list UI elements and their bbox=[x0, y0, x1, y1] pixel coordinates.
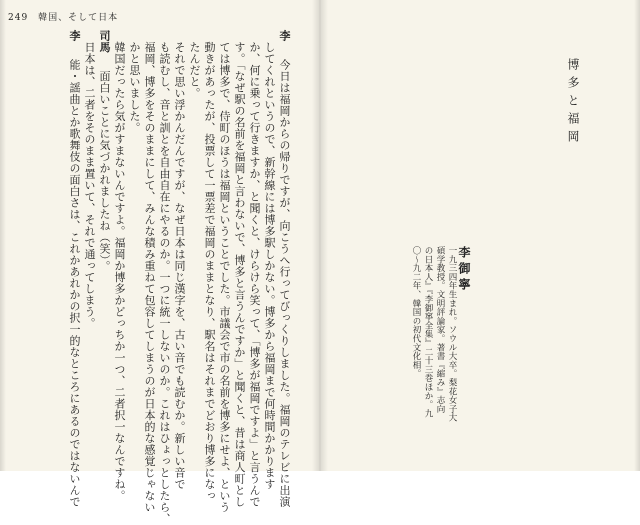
note-line: 碩学教授。文明評論家。著書『縮み』志向 bbox=[435, 246, 445, 414]
body-line bbox=[157, 30, 172, 525]
body-text: 面白いことに気づかれましたね（笑）。 bbox=[98, 70, 111, 272]
body-text: か、何に乗って行きますか、と聞くと、けらけら笑って、「博多が福岡ですよ」と言うんで bbox=[248, 41, 261, 508]
running-title: 韓国、そして日本 bbox=[38, 13, 119, 23]
page-edge-shadow bbox=[634, 0, 640, 471]
speaker-label: 李 bbox=[278, 30, 291, 42]
right-page bbox=[318, 0, 640, 471]
body-line bbox=[187, 30, 202, 458]
note-line: 〇～九二年、韓国の初代文化相。 bbox=[411, 246, 421, 378]
speaker-label: 司馬 bbox=[98, 30, 111, 53]
book-gutter bbox=[312, 0, 328, 471]
body-text: す。「なぜ駅の名前を福岡と言わないで、博多と言うんですか」と聞くと、昔は商人町とし bbox=[233, 41, 246, 508]
body-text: それで思い浮かんだんですが、なぜ日本は同じ漢字を、古い音でも読むか。新しい音で bbox=[173, 41, 186, 490]
note-line: 一九三四年生まれ。ソウル大卒。梨花女子大 bbox=[447, 246, 457, 422]
body-text: 韓国だったら気がすまないんですよ。福岡か博多かどっちか一つ、二者択一なんですね。 bbox=[113, 41, 126, 502]
body-line bbox=[67, 30, 82, 508]
body-line bbox=[217, 30, 232, 513]
body-line bbox=[247, 30, 262, 508]
body-line bbox=[277, 30, 292, 508]
page-edge-shadow bbox=[0, 0, 6, 471]
body-text: 動きがあったが、投票して一票差で福岡のままとなり、駅名はそれまでどおり博多になっ bbox=[203, 41, 216, 502]
body-text: 福岡、博多をそのままにして、みんな積み重ねて包容してしまうのが日本的な感覚じゃない bbox=[143, 41, 156, 513]
body-line bbox=[127, 30, 142, 458]
body-line bbox=[112, 30, 127, 502]
body-line bbox=[202, 30, 217, 502]
body-line bbox=[172, 30, 187, 490]
body-text: も読むし、音と訓とを自由自在にやるのか。一つに統一しないのか。これはひょっとしたら、 bbox=[158, 41, 171, 525]
body-line bbox=[262, 30, 277, 490]
note-person-name: 李御寧 bbox=[457, 246, 471, 294]
note-line: の日本人』『李御寧全集』二十三巻ほか。九 bbox=[423, 246, 433, 418]
body-text: 能・謡曲とか歌舞伎の面白さは、これかあれかの択一的なところにあるのではないんで bbox=[68, 59, 81, 508]
section-title: 博多と福岡 bbox=[566, 58, 580, 148]
page-number: 249 bbox=[8, 13, 29, 23]
body-line bbox=[232, 30, 247, 508]
speaker-label: 李 bbox=[68, 30, 81, 42]
person-note bbox=[410, 246, 470, 422]
body-text: かと思いました。 bbox=[128, 41, 141, 134]
body-line bbox=[82, 30, 97, 458]
body-line bbox=[97, 30, 112, 458]
body-line bbox=[142, 30, 157, 513]
dialogue-body bbox=[67, 30, 292, 525]
body-text: たんだと。 bbox=[188, 41, 201, 99]
body-text: ては博多で、侍町のほうは福岡ということでした。市議会で市の名前を博多にせよ、という bbox=[218, 41, 231, 513]
body-text: 今日は福岡からの帰りですが、向こうへ行ってびっくりしました。福岡のテレビに出演 bbox=[278, 59, 291, 508]
body-text: してくれというので、新幹線には博多駅しかない。博多から福岡まで何時間かかります bbox=[263, 41, 276, 490]
body-text: 日本は、二者をそのまま置いて、それで通ってしまう。 bbox=[83, 41, 96, 329]
